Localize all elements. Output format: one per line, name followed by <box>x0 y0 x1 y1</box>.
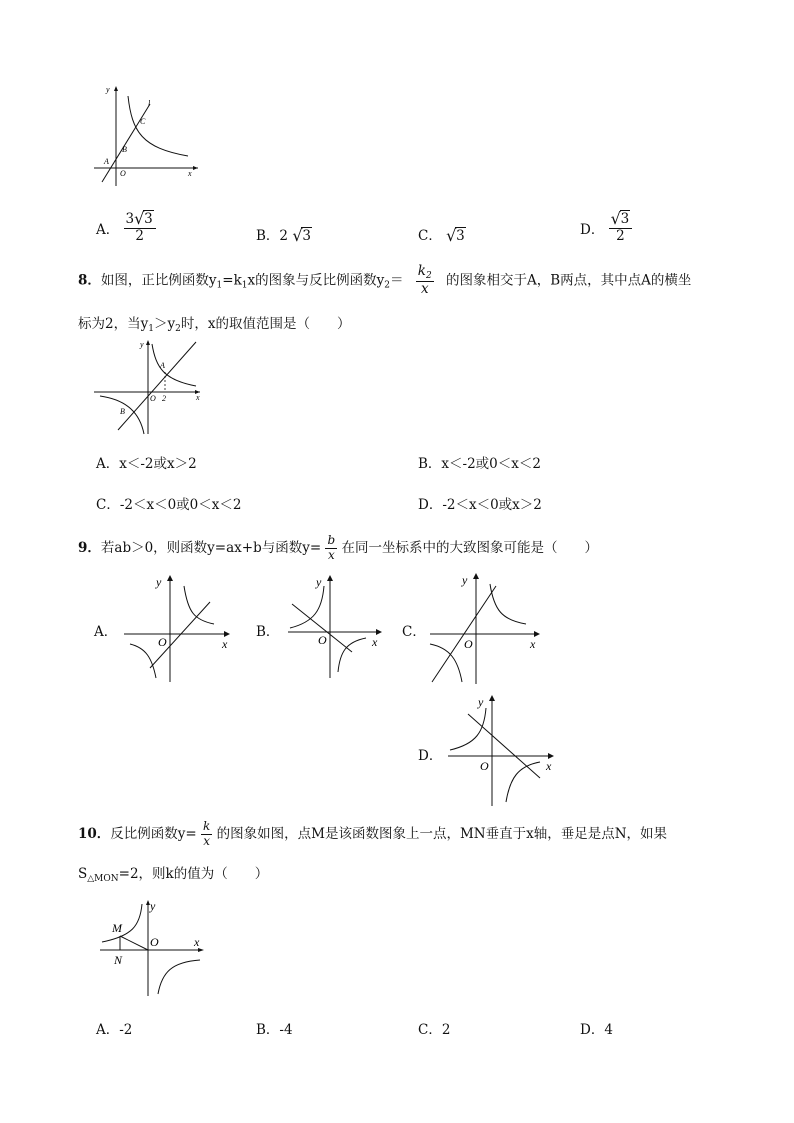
q7-option-c-radical: √ 3 <box>446 226 465 245</box>
q9-option-a-graph[interactable] <box>120 572 236 684</box>
q10-fig-origin: O <box>150 935 159 949</box>
q9-fraction: $\frac{b}{x}$ <box>327 533 336 562</box>
q8-fig-B: B <box>120 407 125 416</box>
q8-fraction: $\frac{k_2}{x}$ <box>417 263 432 298</box>
q10-option-d[interactable]: D．4 <box>580 1022 613 1038</box>
q7-fig-x: x <box>188 169 192 178</box>
q7-fig-C: C <box>140 117 146 126</box>
q7-fig-y: y <box>106 85 110 94</box>
q10-question-line2: $S_{\triangle MON}=2$，则k的值为（ ） <box>78 866 269 884</box>
q10-option-a[interactable]: A．-2 <box>96 1022 133 1038</box>
q9-a-y: y <box>156 575 162 589</box>
q8-option-d[interactable]: D．-2＜x＜0或x＞2 <box>418 497 542 513</box>
q8-question-line2: 标为2，当$y_1>y_2$时，x的取值范围是（ ） <box>78 316 351 334</box>
q9-option-b-graph[interactable] <box>284 572 388 680</box>
q7-fig-B: B <box>122 145 127 154</box>
q7-fig-l: l <box>148 99 151 108</box>
q9-question: 9．若ab＞0，则函数y=ax+b与函数y= $\frac{b}{x}$ 在同一坐标系中的大致图象可能是（ ） <box>78 533 598 562</box>
q10-fig-M: M <box>112 921 122 935</box>
q9-c-y: y <box>462 573 468 587</box>
q7-fig-origin: O <box>120 169 126 178</box>
q10-figure <box>96 898 208 998</box>
q9-a-origin: O <box>158 635 167 649</box>
q9-b-y: y <box>316 575 322 589</box>
q7-option-a[interactable]: A． 3 √ 3 2 <box>96 212 156 244</box>
q8-question-line1: 8．如图，正比例函数$y_1=k_1x$的图象与反比例函数$y_2=$ $\frac{k_2}{x}$ 的图象相交于A，B两点，其中点A的横坐 <box>78 263 692 298</box>
q9-a-x: x <box>222 637 228 651</box>
q10-question-line1: 10．反比例函数y= $\frac{k}{x}$ 的图象如图，点M是该函数图象上一点，MN垂直于x轴，垂足是点N，如果 <box>78 819 668 848</box>
q8-figure <box>92 338 204 436</box>
q9-option-c-label[interactable]: C． <box>402 624 426 640</box>
q9-c-x: x <box>530 637 536 651</box>
q9-option-a-label[interactable]: A． <box>94 624 118 640</box>
q9-d-y: y <box>478 695 484 709</box>
q9-option-b-label[interactable]: B． <box>256 624 280 640</box>
q7-option-b-radical: √ 3 <box>292 226 311 245</box>
q8-fig-x: x <box>196 393 200 402</box>
q10-fig-x: x <box>194 935 200 949</box>
q8-fig-A: A <box>160 361 165 370</box>
q10-fig-N: N <box>114 953 123 967</box>
q7-option-d-fraction: √ 3 2 <box>609 212 633 244</box>
q9-option-d-graph[interactable] <box>444 692 560 808</box>
q9-option-d-label[interactable]: D． <box>418 748 443 764</box>
q8-fig-y: y <box>140 340 144 349</box>
q10-fraction: $\frac{k}{x}$ <box>203 819 211 848</box>
q9-c-origin: O <box>464 637 473 651</box>
q7-option-b[interactable]: B．2 √ 3 <box>256 226 311 245</box>
q8-fig-two: 2 <box>162 394 166 403</box>
q10-option-b[interactable]: B．-4 <box>256 1022 293 1038</box>
q8-option-c[interactable]: C．-2＜x＜0或0＜x＜2 <box>96 497 242 513</box>
q7-fig-A: A <box>104 157 109 166</box>
q10-fig-y: y <box>150 899 156 913</box>
q7-option-d[interactable]: D． √ 3 2 <box>580 212 632 244</box>
q9-option-c-graph[interactable] <box>426 570 546 686</box>
q9-d-origin: O <box>480 759 489 773</box>
q7-option-c[interactable]: C． √ 3 <box>418 226 465 245</box>
q9-b-x: x <box>372 635 378 649</box>
q7-figure <box>92 82 204 188</box>
q8-fig-origin: O <box>150 394 156 403</box>
q8-option-a[interactable]: A．x＜-2或x＞2 <box>96 456 197 472</box>
q9-b-origin: O <box>318 633 327 647</box>
q9-d-x: x <box>546 759 552 773</box>
q7-option-a-fraction: 3 √ 3 2 <box>124 212 156 244</box>
q10-option-c[interactable]: C．2 <box>418 1022 451 1038</box>
q8-option-b[interactable]: B．x＜-2或0＜x＜2 <box>418 456 541 472</box>
